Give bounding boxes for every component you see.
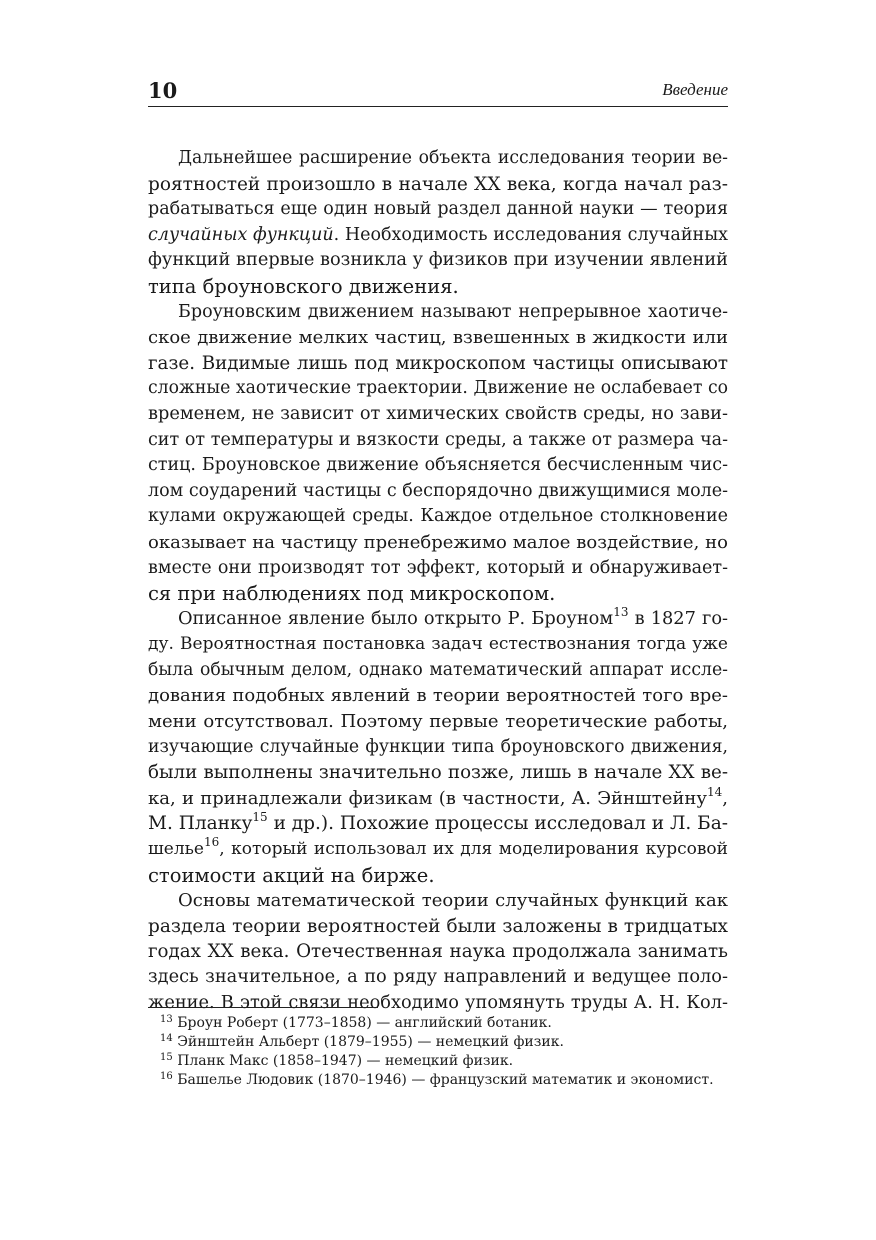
footnote-number: 15	[160, 1052, 173, 1063]
footnote-text: Броун Роберт (1773–1858) — английский ботаник.	[177, 1015, 552, 1031]
text-line: стиц. Броуновское движение объясняется бесчисленным чис-	[148, 455, 728, 476]
text-line: роятностей произошло в начале XX века, когда начал раз-	[148, 173, 728, 195]
footnote-separator	[148, 1007, 378, 1008]
paragraph	[148, 888, 728, 1016]
footnote-ref[interactable]: 16	[203, 835, 220, 850]
paragraph	[148, 146, 728, 300]
text-line: годах XX века. Отечественная наука продолжала занимать	[148, 941, 728, 963]
text-line: раздела теории вероятностей были заложены в тридцатых	[148, 915, 728, 937]
text-line: газе. Видимые лишь под микроскопом частицы описывают	[148, 352, 728, 374]
text-fragment: , который использовал их для моделирования курсовой	[219, 839, 728, 860]
paragraph	[148, 300, 728, 607]
page-number: 10	[148, 78, 178, 103]
text-fragment: Описанное явление было открыто Р. Броуном	[178, 608, 614, 629]
text-line: здесь значительное, а по ряду направлений и ведущее поло-	[148, 967, 728, 987]
text-fragment: шелье	[148, 839, 204, 860]
footnote-text: Эйнштейн Альберт (1879–1955) — немецкий физик.	[177, 1034, 564, 1050]
text-line: сложные хаотические траектории. Движение не ослабевает со	[148, 378, 728, 399]
text-line: функций впервые возникла у физиков при изучении явлений	[148, 250, 728, 271]
text-line: стоимости акций на бирже.	[148, 863, 435, 887]
text-fragment: . Необходимость исследования случайных	[333, 224, 728, 245]
running-title: Введение	[662, 80, 728, 99]
text-line: мени отсутствовал. Поэтому первые теоретические работы,	[148, 711, 728, 733]
text-line: Основы математической теории случайных функций как	[178, 890, 728, 912]
paragraph	[148, 604, 729, 889]
text-fragment: ,	[722, 787, 728, 809]
footnote-ref[interactable]: 14	[706, 784, 723, 799]
text-line: вместе они производят тот эффект, который и обнаруживает-	[148, 557, 728, 578]
footnotes	[160, 1014, 728, 1090]
text-line: рабатываться еще один новый раздел данной науки — теория	[148, 199, 728, 220]
footnote	[160, 1071, 728, 1090]
text-line: была обычным делом, однако математический аппарат иссле-	[148, 659, 728, 680]
text-line: жение. В этой связи необходимо упомянуть труды А. Н. Кол-	[148, 992, 728, 1013]
text-line: Броуновским движением называют непрерывное хаотиче-	[178, 301, 728, 322]
footnote	[160, 1014, 728, 1033]
text-line: сит от температуры и вязкости среды, а также от размера ча-	[148, 429, 728, 450]
footnote-text: Башелье Людовик (1870–1946) — французский математик и экономист.	[177, 1072, 714, 1088]
text-line	[148, 811, 728, 837]
footnote-number: 14	[160, 1033, 173, 1044]
emphasis-term: случайных функций	[148, 224, 334, 245]
text-fragment: М. Планку	[148, 813, 253, 835]
text-line: ся при наблюдениях под микроскопом.	[148, 582, 556, 606]
text-line: временем, не зависит от химических свойств среды, но зави-	[148, 403, 728, 424]
text-line: ское движение мелких частиц, взвешенных в жидкости или	[148, 327, 728, 349]
text-line: были выполнены значительно позже, лишь в начале XX ве-	[148, 762, 728, 784]
text-line: ду. Вероятностная постановка задач естествознания тогда уже	[148, 634, 728, 655]
text-line	[148, 604, 728, 633]
text-line: оказывает на частицу пренебрежимо малое воздействие, но	[148, 531, 728, 553]
page-header	[148, 78, 728, 104]
text-fragment: в 1827 го-	[628, 608, 728, 629]
text-fragment: ка, и принадлежали физикам (в частности, А. Эйнштейну	[148, 787, 707, 809]
text-line: кулами окружающей среды. Каждое отдельное столкновение	[148, 506, 728, 527]
footnote-text: Планк Макс (1858–1947) — немецкий физик.	[177, 1053, 514, 1069]
text-line: Дальнейшее расширение объекта исследования теории ве-	[178, 148, 728, 168]
footnote	[160, 1052, 728, 1071]
text-line: дования подобных явлений в теории вероятностей того вре-	[148, 685, 728, 707]
main-text	[148, 146, 728, 1016]
text-line: типа броуновского движения.	[148, 274, 459, 298]
header-rule	[148, 106, 728, 107]
footnote-ref[interactable]: 13	[613, 604, 629, 619]
text-line: лом соударений частицы с беспорядочно движущимися моле-	[148, 480, 728, 501]
text-line: изучающие случайные функции типа броуновского движения,	[148, 736, 728, 757]
footnote-ref[interactable]: 15	[252, 810, 268, 825]
footnote	[160, 1033, 728, 1052]
text-line	[148, 786, 728, 812]
footnote-number: 13	[160, 1014, 173, 1025]
text-fragment: и др.). Похожие процессы исследовал и Л. Ба-	[267, 813, 729, 835]
footnote-number: 16	[160, 1071, 173, 1082]
text-line	[148, 837, 728, 863]
text-line	[148, 223, 728, 249]
